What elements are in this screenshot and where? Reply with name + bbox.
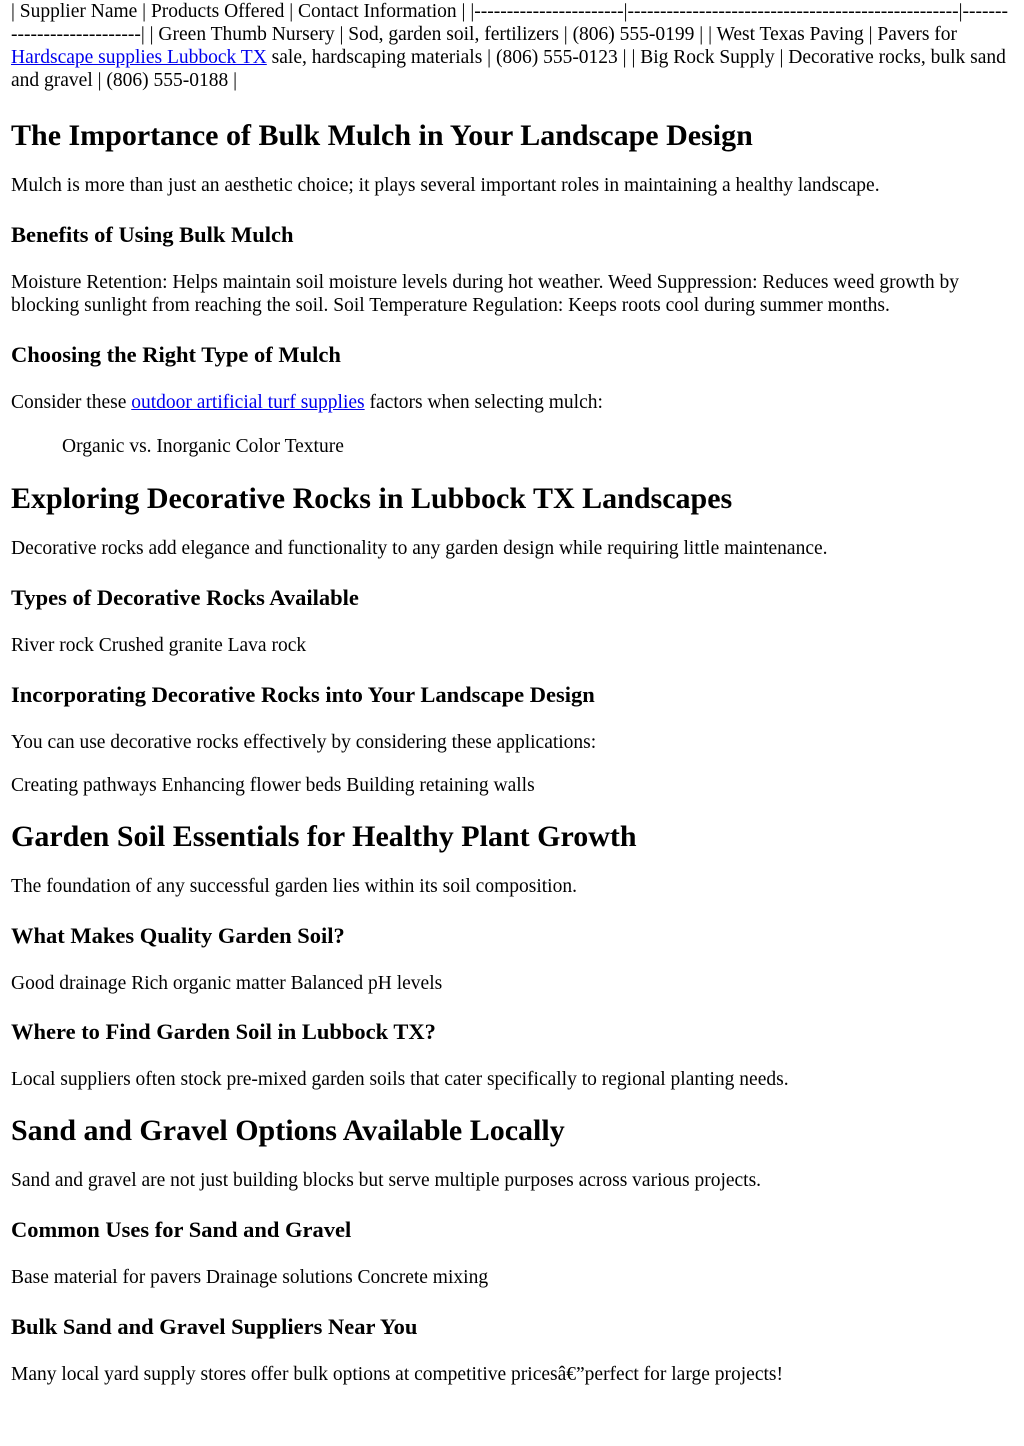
supplier-table-text-part1: | Supplier Name | Products Offered | Contact Information | |-----------------------|---------------------------------------------------|---------------------------| | Green Thumb Nursery | Sod, garden soil, fertilizers | (806) 555-0199 | | West Texas Paving | Pavers for [11, 1, 1009, 45]
hardscape-supplies-link[interactable]: Hardscape supplies Lubbock TX [11, 47, 267, 68]
soil-where-heading: Where to Find Garden Soil in Lubbock TX? [11, 1019, 436, 1044]
soil-heading: Garden Soil Essentials for Healthy Plant Growth [11, 820, 637, 853]
mulch-heading: The Importance of Bulk Mulch in Your Landscape Design [11, 119, 753, 152]
mulch-choosing-text [11, 391, 1014, 414]
sand-uses-heading: Common Uses for Sand and Gravel [11, 1217, 352, 1242]
sand-suppliers-heading: Bulk Sand and Gravel Suppliers Near You [11, 1314, 418, 1339]
sand-suppliers-text: Many local yard supply stores offer bulk options at competitive pricesâ€”perfect for large projects! [11, 1364, 783, 1385]
rocks-types-list: River rock Crushed granite Lava rock [11, 635, 307, 656]
mulch-choosing-after: factors when selecting mulch: [364, 392, 603, 413]
soil-quality-list: Good drainage Rich organic matter Balanced pH levels [11, 973, 443, 994]
rocks-applications-list: Creating pathways Enhancing flower beds Building retaining walls [11, 775, 535, 796]
mulch-factors-list: Organic vs. Inorganic Color Texture [62, 436, 344, 457]
mulch-choosing-heading: Choosing the Right Type of Mulch [11, 342, 341, 367]
rocks-incorporating-heading: Incorporating Decorative Rocks into Your Landscape Design [11, 682, 595, 707]
mulch-benefits-heading: Benefits of Using Bulk Mulch [11, 222, 294, 247]
rocks-types-heading: Types of Decorative Rocks Available [11, 585, 359, 610]
mulch-choosing-before: Consider these [11, 392, 132, 413]
rocks-incorporating-intro: You can use decorative rocks effectively by considering these applications: [11, 732, 597, 753]
sand-intro: Sand and gravel are not just building blocks but serve multiple purposes across various projects. [11, 1170, 762, 1191]
sand-uses-list: Base material for pavers Drainage solutions Concrete mixing [11, 1267, 489, 1288]
mulch-intro: Mulch is more than just an aesthetic choice; it plays several important roles in maintaining a healthy landscape. [11, 175, 880, 196]
artificial-turf-link[interactable]: outdoor artificial turf supplies [131, 392, 365, 413]
soil-intro: The foundation of any successful garden lies within its soil composition. [11, 876, 577, 897]
soil-where-text: Local suppliers often stock pre-mixed garden soils that cater specifically to regional planting needs. [11, 1069, 789, 1090]
supplier-table-text-part2: sale, hardscaping materials | (806) 555-0123 | | Big Rock Supply | Decorative rocks, bulk sand and gravel | (806) 555-0188 | [11, 47, 1006, 91]
mulch-benefits-text: Moisture Retention: Helps maintain soil moisture levels during hot weather. Weed Suppression: Reduces weed growth by blocking sunlight from reaching the soil. Soil Temperature Regulation: Keeps roots cool during summer months. [11, 272, 959, 316]
rocks-heading: Exploring Decorative Rocks in Lubbock TX Landscapes [11, 482, 733, 515]
sand-heading: Sand and Gravel Options Available Locally [11, 1114, 565, 1147]
supplier-table-text [11, 0, 1014, 92]
soil-quality-heading: What Makes Quality Garden Soil? [11, 923, 345, 948]
rocks-intro: Decorative rocks add elegance and functionality to any garden design while requiring little maintenance. [11, 538, 828, 559]
